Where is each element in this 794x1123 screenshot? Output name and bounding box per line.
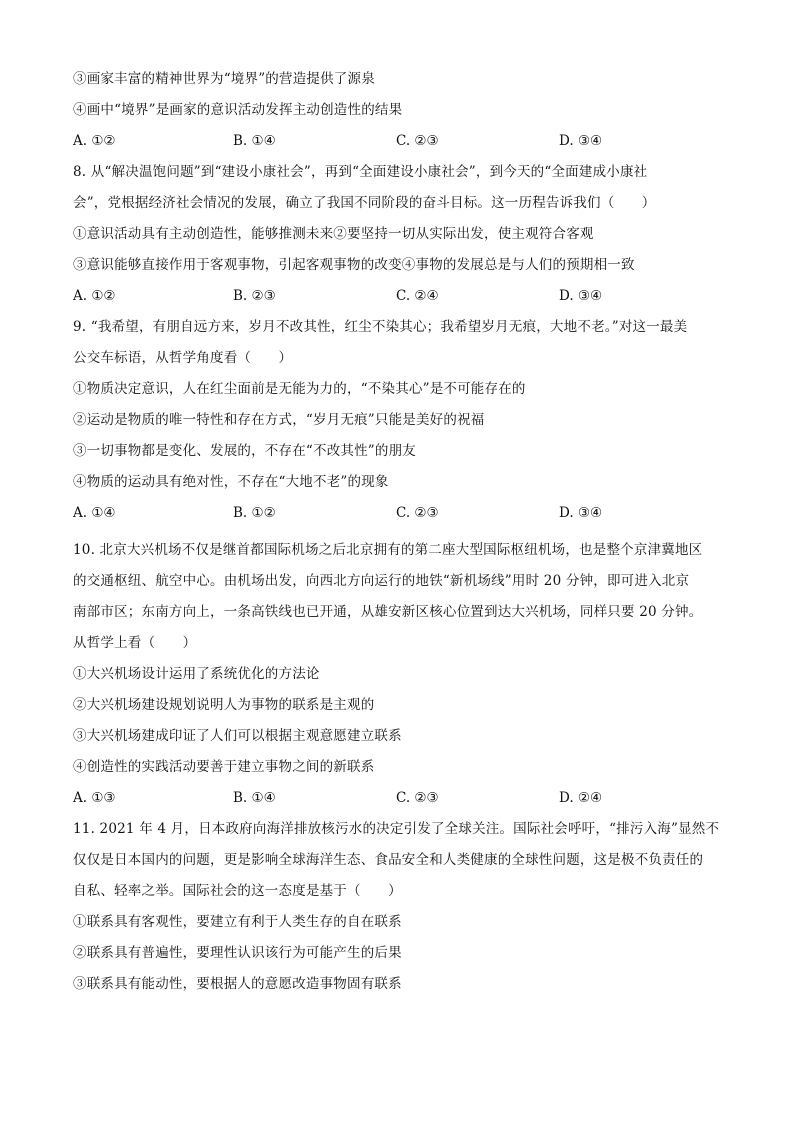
q11-statement-1: ①联系具有客观性，要建立有利于人类生存的自在联系 — [73, 914, 402, 930]
q7-statement-3: ③画家丰富的精神世界为“境界”的营造提供了源泉 — [73, 71, 375, 87]
q7-option-b: B. ①④ — [233, 133, 276, 149]
q9-statement-4: ④物质的运动具有绝对性，不存在“大地不老”的现象 — [73, 474, 389, 490]
q11-stem-line-3: 自私、轻率之举。国际社会的这一态度是基于（ ） — [73, 883, 402, 899]
q7-option-d: D. ③④ — [559, 133, 603, 149]
q9-option-d: D. ③④ — [559, 505, 603, 521]
q10-statement-4: ④创造性的实践活动要善于建立事物之间的新联系 — [73, 759, 375, 775]
q8-statements-3-4: ③意识能够直接作用于客观事物，引起客观事物的改变④事物的发展总是与人们的预期相一致 — [73, 257, 635, 273]
q10-option-a: A. ①③ — [73, 790, 116, 806]
q10-statement-1: ①大兴机场设计运用了系统优化的方法论 — [73, 666, 320, 682]
q10-option-b: B. ①④ — [233, 790, 276, 806]
q10-stem-line-2: 的交通枢纽、航空中心。由机场出发，向西北方向运行的地铁“新机场线”用时 20 分钟，即可进入北京 — [73, 573, 690, 589]
q9-statement-2: ②运动是物质的唯一特性和存在方式，“岁月无痕”只能是美好的祝福 — [73, 412, 485, 428]
q9-option-c: C. ②③ — [396, 505, 439, 521]
q8-stem-line-1: 8. 从“解决温饱问题”到“建设小康社会”，再到“全面建设小康社会”，到今天的“全面建成小康社 — [73, 164, 648, 180]
q7-options — [73, 126, 723, 157]
q8-option-c: C. ②④ — [396, 288, 439, 304]
q8-statements-1-2: ①意识活动具有主动创造性，能够推测未来②要坚持一切从实际出发，使主观符合客观 — [73, 226, 594, 242]
q10-statement-2: ②大兴机场建设规划说明人为事物的联系是主观的 — [73, 697, 375, 713]
q7-option-c: C. ②③ — [396, 133, 439, 149]
exam-page — [73, 64, 723, 1000]
q8-option-a: A. ①② — [73, 288, 116, 304]
q8-options — [73, 281, 723, 312]
q10-options — [73, 783, 723, 814]
q11-statement-3: ③联系具有能动性，要根据人的意愿改造事物固有联系 — [73, 976, 402, 992]
q10-option-d: D. ②④ — [559, 790, 603, 806]
q9-statement-1: ①物质决定意识，人在红尘面前是无能为力的，“不染其心”是不可能存在的 — [73, 381, 526, 397]
q9-option-b: B. ①② — [233, 505, 276, 521]
q7-option-a: A. ①② — [73, 133, 116, 149]
q9-option-a: A. ①④ — [73, 505, 116, 521]
q9-stem-line-2: 公交车标语，从哲学角度看（ ） — [73, 350, 293, 366]
q10-stem-line-1: 10. 北京大兴机场不仅是继首都国际机场之后北京拥有的第二座大型国际枢纽机场，也是整个京津冀地区 — [73, 542, 703, 558]
q10-stem-line-3: 南部市区；东南方向上，一条高铁线也已开通，从雄安新区核心位置到达大兴机场，同样只要 20 分钟。 — [73, 604, 703, 620]
q10-option-c: C. ②③ — [396, 790, 439, 806]
q8-option-b: B. ②③ — [233, 288, 276, 304]
q11-stem-line-1: 11. 2021 年 4 月，日本政府向海洋排放核污水的决定引发了全球关注。国际社会呼吁，“排污入海”显然不 — [73, 821, 720, 837]
q9-stem-line-1: 9. “我希望，有朋自远方来，岁月不改其性，红尘不染其心；我希望岁月无痕，大地不老。”对这一最美 — [73, 319, 688, 335]
q11-stem-line-2: 仅仅是日本国内的问题，更是影响全球海洋生态、食品安全和人类健康的全球性问题，这是极不负责任的 — [73, 852, 704, 868]
q9-statement-3: ③一切事物都是变化、发展的，不存在“不改其性”的朋友 — [73, 443, 417, 459]
q9-options — [73, 498, 723, 529]
q10-stem-line-4: 从哲学上看（ ） — [73, 635, 197, 651]
q7-statement-4: ④画中“境界”是画家的意识活动发挥主动创造性的结果 — [73, 102, 403, 118]
q8-stem-line-2: 会”，党根据经济社会情况的发展，确立了我国不同阶段的奋斗目标。这一历程告诉我们（ ） — [73, 195, 656, 211]
q10-statement-3: ③大兴机场建成印证了人们可以根据主观意愿建立联系 — [73, 728, 402, 744]
q8-option-d: D. ③④ — [559, 288, 603, 304]
q11-statement-2: ②联系具有普遍性，要理性认识该行为可能产生的后果 — [73, 945, 402, 961]
